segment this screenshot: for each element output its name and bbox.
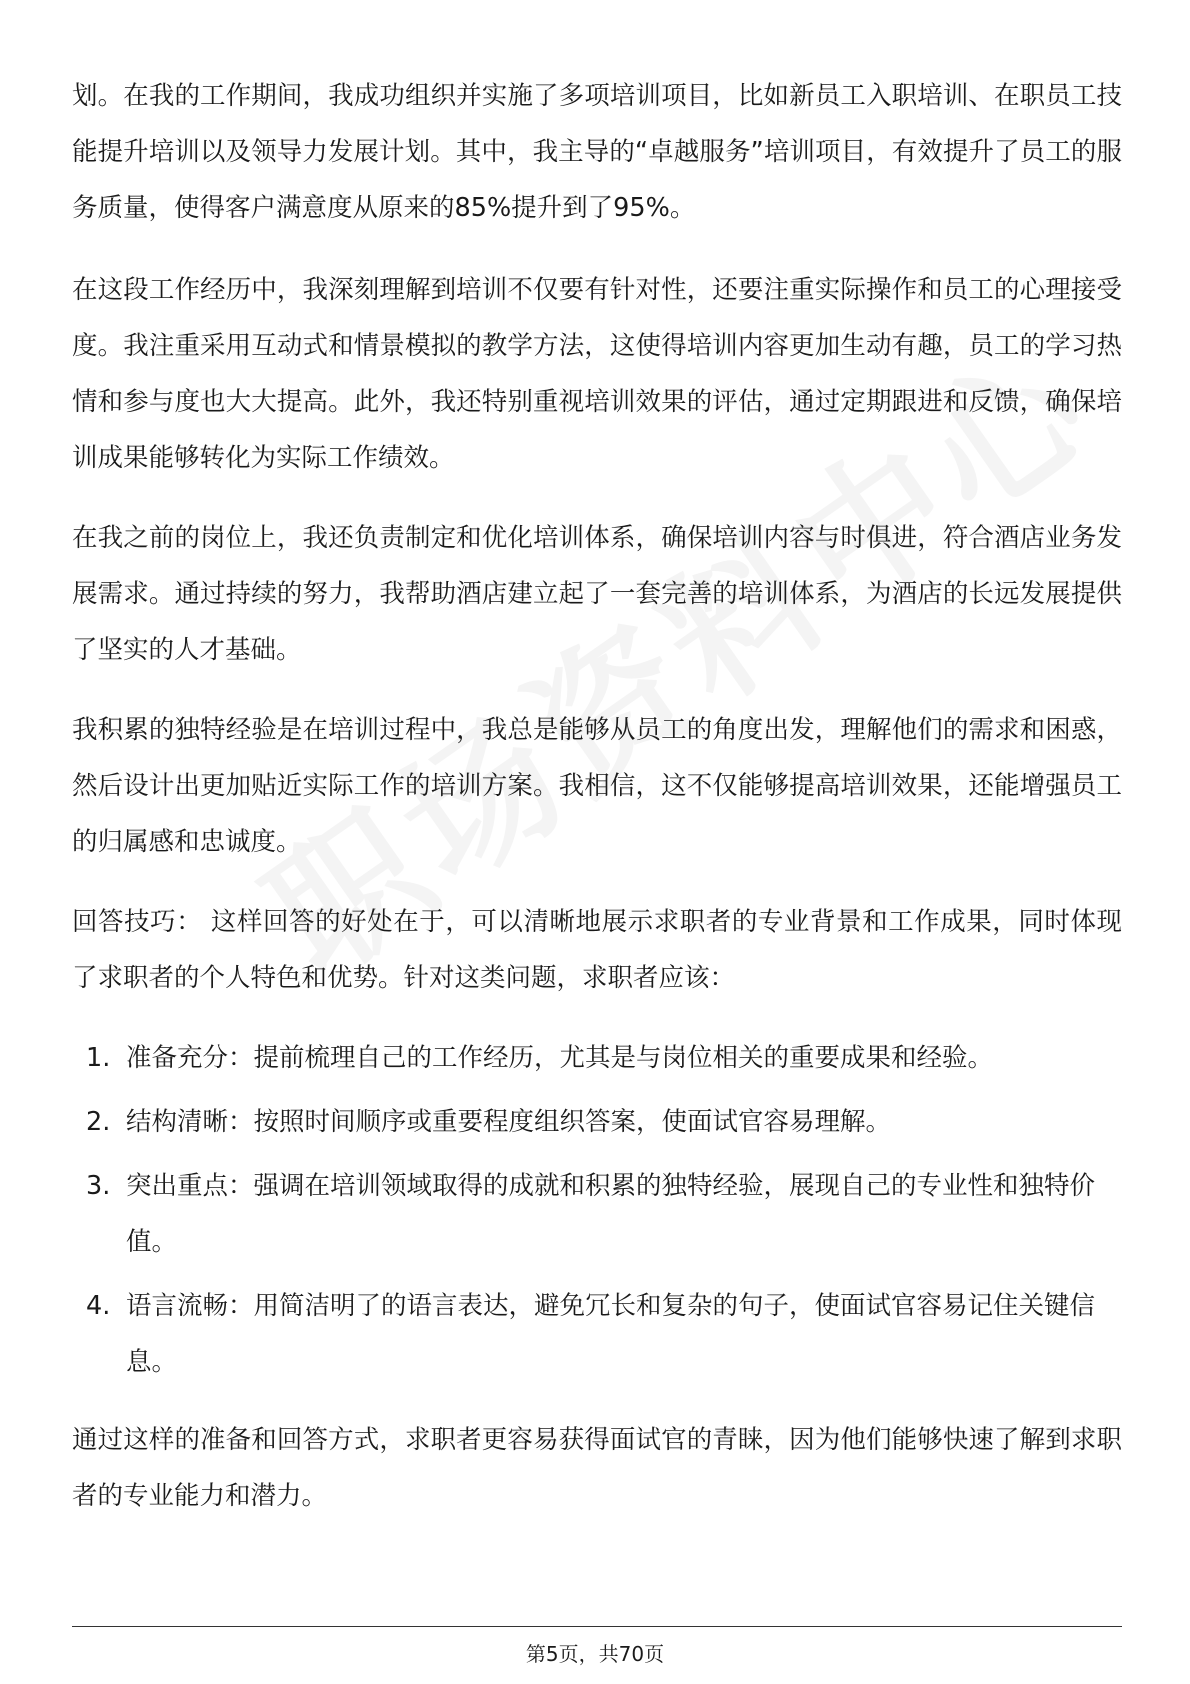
list-item-text: 突出重点：强调在培训领域取得的成就和积累的独特经验，展现自己的专业性和独特价值。 bbox=[126, 1171, 1096, 1257]
list-item-number: 1. bbox=[86, 1043, 111, 1073]
list-item-number: 3. bbox=[86, 1171, 111, 1201]
paragraph-closing: 通过这样的准备和回答方式，求职者更容易获得面试官的青睐，因为他们能够快速了解到求职者的专业能力和潜力。 bbox=[72, 1425, 1122, 1511]
tips-list bbox=[72, 1030, 1122, 1390]
list-item bbox=[72, 1030, 1122, 1086]
list-item bbox=[72, 1278, 1122, 1390]
paragraph-unique-experience: 我积累的独特经验是在培训过程中，我总是能够从员工的角度出发，理解他们的需求和困惑，然后设计出更加贴近实际工作的培训方案。我相信，这不仅能够提高培训效果，还能增强员工的归属感和忠诚度。 bbox=[72, 715, 1122, 857]
list-item bbox=[72, 1094, 1122, 1150]
paragraph-understanding: 在这段工作经历中，我深刻理解到培训不仅要有针对性，还要注重实际操作和员工的心理接受度。我注重采用互动式和情景模拟的教学方法，这使得培训内容更加生动有趣，员工的学习热情和参与度也大大提高。此外，我还特别重视培训效果的评估，通过定期跟进和反馈，确保培训成果能够转化为实际工作绩效。 bbox=[72, 275, 1122, 473]
document-body bbox=[72, 68, 1122, 1548]
paragraph-answer-tips: 回答技巧： 这样回答的好处在于，可以清晰地展示求职者的专业背景和工作成果，同时体现了求职者的个人特色和优势。针对这类问题，求职者应该： bbox=[72, 907, 1122, 993]
page-number: 第5页，共70页 bbox=[525, 1642, 665, 1666]
list-item-number: 2. bbox=[86, 1107, 111, 1137]
footer-divider bbox=[72, 1626, 1122, 1627]
paragraph-experience: 划。在我的工作期间，我成功组织并实施了多项培训项目，比如新员工入职培训、在职员工技能提升培训以及领导力发展计划。其中，我主导的“卓越服务”培训项目，有效提升了员工的服务质量，使得客户满意度从原来的85%提升到了95%。 bbox=[72, 81, 1122, 223]
list-item-text: 准备充分：提前梳理自己的工作经历，尤其是与岗位相关的重要成果和经验。 bbox=[126, 1043, 994, 1073]
paragraph-training-system: 在我之前的岗位上，我还负责制定和优化培训体系，确保培训内容与时俱进，符合酒店业务发展需求。通过持续的努力，我帮助酒店建立起了一套完善的培训体系，为酒店的长远发展提供了坚实的人才基础。 bbox=[72, 523, 1122, 665]
list-item-number: 4. bbox=[86, 1291, 111, 1321]
list-item-text: 语言流畅：用简洁明了的语言表达，避免冗长和复杂的句子，使面试官容易记住关键信息。 bbox=[126, 1291, 1096, 1377]
list-item bbox=[72, 1158, 1122, 1270]
list-item-text: 结构清晰：按照时间顺序或重要程度组织答案，使面试官容易理解。 bbox=[126, 1107, 892, 1137]
